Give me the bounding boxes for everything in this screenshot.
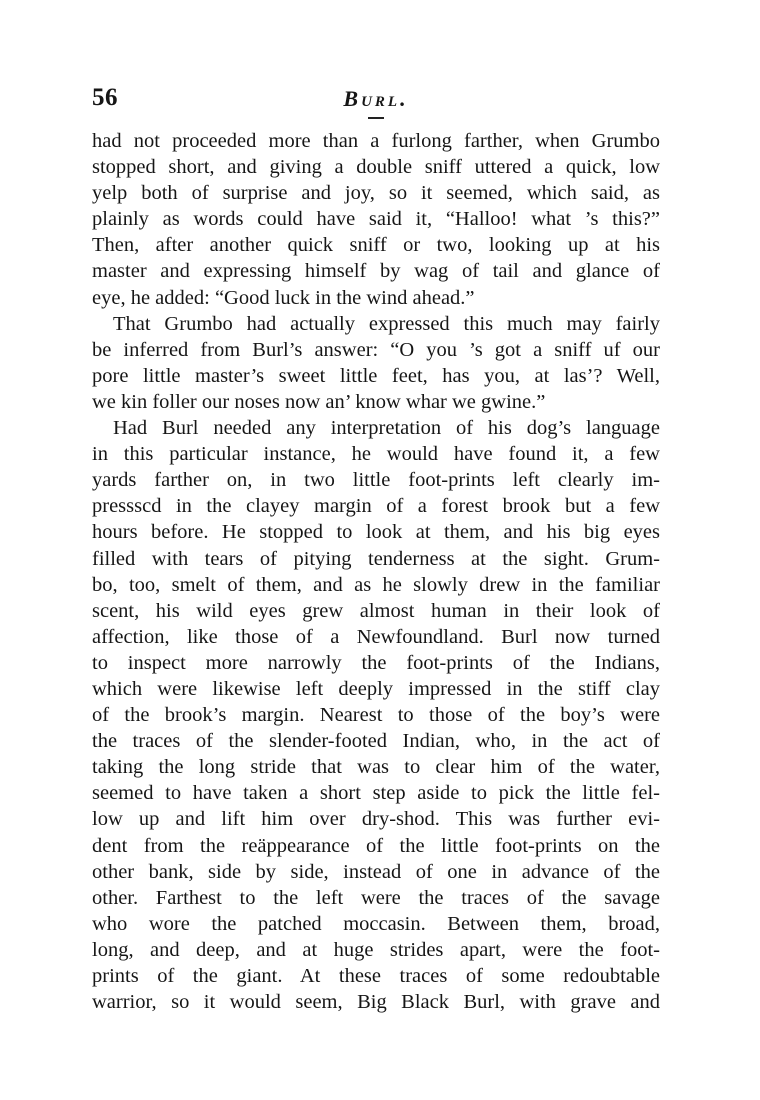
text-line: stopped short, and giving a double sniff uttered a quick, low [92,156,660,179]
text-line: other. Farthest to the left were the traces of the savage [92,886,660,909]
text-line: affection, like those of a Newfoundland. Burl now turned [92,625,660,648]
text-line: Had Burl needed any interpretation of his dog’s language [113,417,660,440]
page-number: 56 [92,84,118,111]
text-line: of the brook’s margin. Nearest to those of the boy’s were [92,704,660,727]
text-line: bo, too, smelt of them, and as he slowly drew in the familiar [92,573,660,596]
text-line: yards farther on, in two little foot-prints left clearly im- [92,469,660,492]
text-line: plainly as words could have said it, “Halloo! what ’s this?” [92,208,660,231]
text-line: long, and deep, and at huge strides apart, were the foot- [92,938,660,961]
text-line: had not proceeded more than a furlong farther, when Grumbo [92,130,660,152]
text-line: who wore the patched moccasin. Between them, broad, [92,912,660,935]
text-line: master and expressing himself by wag of tail and glance of [92,260,660,283]
text-line: low up and lift him over dry-shod. This was further evi- [92,808,660,831]
text-line: be inferred from Burl’s answer: “O you ’s got a sniff uf our [92,338,660,361]
text-line: prints of the giant. At these traces of some redoubtable [92,965,660,987]
text-line: taking the long stride that was to clear him of the water, [92,756,660,779]
page-header [92,84,660,124]
text-line: yelp both of surprise and joy, so it seemed, which said, as [92,182,660,205]
text-line: to inspect more narrowly the foot-prints of the Indians, [92,651,660,674]
header-rule [368,117,384,119]
text-line: hours before. He stopped to look at them, and his big eyes [92,521,660,544]
text-line: the traces of the slender-footed Indian, who, in the act of [92,730,660,753]
text-line: pressscd in the clayey margin of a forest brook but a few [92,495,660,518]
text-line: That Grumbo had actually expressed this much may fairly [113,312,660,335]
text-line: filled with tears of pitying tenderness at the sight. Grum- [92,547,660,570]
body-text [92,128,660,1015]
text-line: Then, after another quick sniff or two, looking up at his [92,234,660,257]
text-line: dent from the reäppearance of the little foot-prints on the [92,834,660,857]
text-line: we kin foller our noses now an’ know whar we gwine.” [92,390,546,413]
text-line: scent, his wild eyes grew almost human in their look of [92,599,660,622]
text-line: warrior, so it would seem, Big Black Burl, with grave and [92,991,660,1014]
text-line: pore little master’s sweet little feet, has you, at las’? Well, [92,364,660,387]
running-head: Burl. [343,86,409,111]
text-line: other bank, side by side, instead of one in advance of the [92,860,660,883]
text-line: in this particular instance, he would have found it, a few [92,443,660,466]
text-line: seemed to have taken a short step aside to pick the little fel- [92,782,660,805]
text-line: which were likewise left deeply impressed in the stiff clay [92,677,660,700]
text-line: eye, he added: “Good luck in the wind ahead.” [92,286,475,309]
